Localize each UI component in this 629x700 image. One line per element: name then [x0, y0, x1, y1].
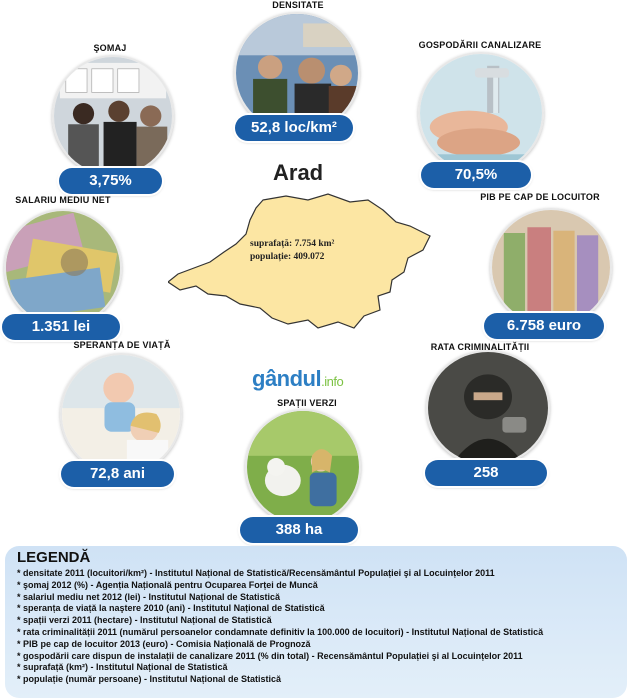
salariu-title: SALARIU MEDIU NET — [15, 195, 111, 205]
legend-title: LEGENDĂ — [17, 549, 91, 566]
somaj-photo — [52, 55, 174, 177]
spatii-photo — [245, 409, 361, 525]
pib-photo — [490, 208, 612, 327]
legend-item: * speranța de viață la naştere 2010 (ani) - Institutul Național de Statistică — [17, 603, 325, 614]
criminalitate-photo — [426, 350, 550, 466]
somaj-value: 3,75% — [59, 168, 162, 194]
salariu-photo — [4, 209, 122, 327]
county-name: Arad — [273, 160, 324, 185]
densitate-title: DENSITATE — [272, 0, 324, 10]
pib-title: PIB PE CAP DE LOCUITOR — [480, 192, 600, 202]
gandul-logo[interactable] — [252, 366, 343, 392]
legend-item: * salariul mediu net 2012 (lei) - Institutul Național de Statistică — [17, 591, 281, 602]
legend-item: * densitate 2011 (locuitori/km²) - Institutul Național de Statistică/Recensământul Populației şi al Locuințelor 2011 — [17, 568, 495, 578]
speranta-value: 72,8 ani — [61, 461, 174, 487]
county-population: populație: 409.072 — [250, 252, 325, 262]
logo-suffix: .info — [321, 374, 344, 389]
legend-item: * PIB pe cap de locuitor 2013 (euro) - Comisia Națională de Prognoză — [17, 638, 311, 649]
legend-item: * rata criminalității 2011 (numărul persoanelor condamnate definitiv la 100.000 de locuitori) - Institutul Național de Statistică — [17, 626, 544, 637]
legend-item: * populație (număr persoane) - Institutul Național de Statistică — [17, 674, 282, 685]
county-map — [168, 192, 432, 342]
speranta-photo — [60, 353, 182, 475]
gospodarii-value: 70,5% — [421, 162, 531, 188]
county-shape — [168, 192, 432, 342]
legend-panel — [5, 546, 627, 698]
criminalitate-value: 258 — [425, 460, 547, 486]
somaj-title: ŞOMAJ — [93, 43, 127, 53]
legend-list — [17, 568, 543, 686]
legend-item: * spații verzi 2011 (hectare) - Institutul Național de Statistică — [17, 615, 272, 626]
spatii-title: SPAȚII VERZI — [277, 398, 337, 408]
densitate-value: 52,8 loc/km² — [235, 115, 353, 141]
county-surface: suprafață: 7.754 km² — [250, 239, 335, 249]
gospodarii-title: GOSPODĂRII CANALIZARE — [418, 40, 542, 50]
salariu-value: 1.351 lei — [2, 314, 120, 340]
spatii-value: 388 ha — [240, 517, 358, 543]
legend-item: * şomaj 2012 (%) - Agenția Națională pentru Ocuparea Forței de Muncă — [17, 579, 318, 590]
legend-item: * suprafață (km²) - Institutul Național de Statistică — [17, 662, 228, 673]
gospodarii-photo — [418, 52, 544, 174]
speranta-title: SPERANȚA DE VIAȚĂ — [73, 340, 171, 350]
legend-item: * gospodării care dispun de instalații de canalizare 2011 (% din total) - Recensământul Populației şi al Locuințelor 2011 — [17, 650, 523, 661]
logo-main: gândul — [252, 366, 322, 391]
pib-value: 6.758 euro — [484, 313, 604, 339]
criminalitate-title: RATA CRIMINALITĂȚII — [430, 342, 530, 352]
